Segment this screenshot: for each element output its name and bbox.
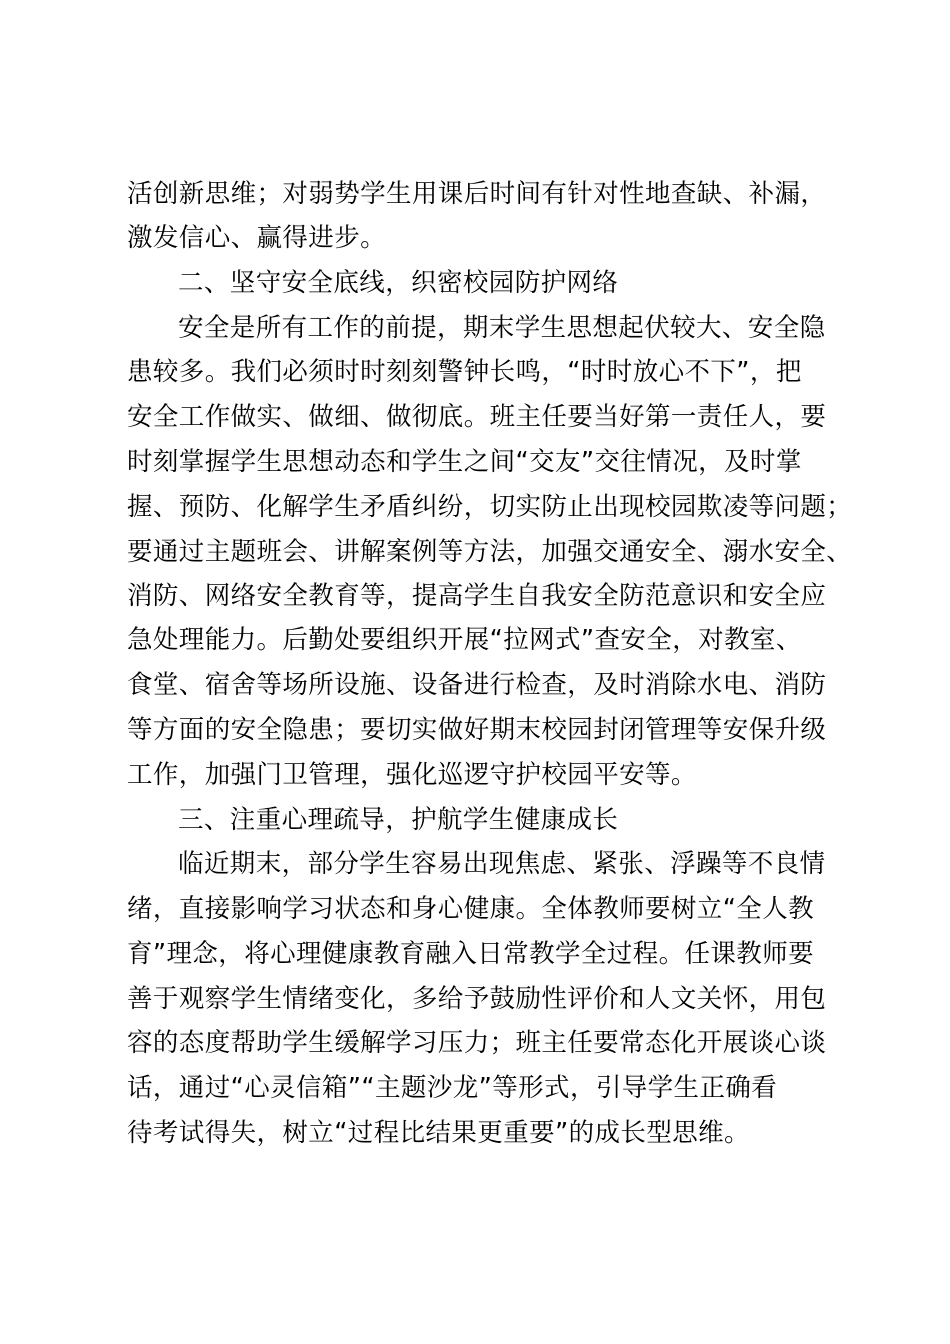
paragraph-line: 临近期末，部分学生容易出现焦虑、紧张、浮躁等不良情 — [178, 849, 826, 879]
paragraph-line: 安全是所有工作的前提，期末学生思想起伏较大、安全隐 — [178, 313, 826, 343]
paragraph-line: 善于观察学生情绪变化，多给予鼓励性评价和人文关怀，用包 — [127, 984, 827, 1014]
paragraph-line: 工作，加强门卫管理，强化巡逻守护校园平安等。 — [127, 760, 697, 790]
paragraph-line: 消防、网络安全教育等，提高学生自我安全防范意识和安全应 — [127, 581, 827, 611]
paragraph-line: 急处理能力。后勤处要组织开展“拉网式”查安全，对教室、 — [127, 625, 802, 655]
paragraph-line: 容的态度帮助学生缓解学习压力；班主任要常态化开展谈心谈 — [127, 1028, 827, 1058]
paragraph-line: 握、预防、化解学生矛盾纠纷，切实防止出现校园欺凌等问题； — [127, 492, 853, 522]
section-heading: 三、注重心理疏导，护航学生健康成长 — [178, 805, 619, 835]
paragraph-line: 话，通过“心灵信箱”“主题沙龙”等形式，引导学生正确看 — [127, 1073, 778, 1103]
paragraph-line: 患较多。我们必须时时刻刻警钟长鸣，“时时放心不下”，把 — [127, 357, 802, 387]
paragraph-line: 食堂、宿舍等场所设施、设备进行检查，及时消除水电、消防 — [127, 670, 827, 700]
paragraph-line: 待考试得失，树立“过程比结果更重要”的成长型思维。 — [127, 1118, 750, 1148]
paragraph-line: 安全工作做实、做细、做彻底。班主任要当好第一责任人，要 — [127, 402, 827, 432]
paragraph-line: 要通过主题班会、讲解案例等方法，加强交通安全、溺水安全、 — [127, 537, 853, 567]
paragraph-line: 激发信心、赢得进步。 — [127, 223, 387, 253]
paragraph-line: 时刻掌握学生思想动态和学生之间“交友”交往情况，及时掌 — [127, 447, 802, 477]
paragraph-line: 绪，直接影响学习状态和身心健康。全体教师要树立“全人教 — [127, 894, 815, 924]
paragraph-line: 育”理念，将心理健康教育融入日常教学全过程。任课教师要 — [127, 939, 815, 969]
section-heading: 二、坚守安全底线，织密校园防护网络 — [178, 268, 619, 298]
paragraph-line: 活创新思维；对弱势学生用课后时间有针对性地查缺、补漏， — [127, 179, 827, 209]
paragraph-line: 等方面的安全隐患；要切实做好期末校园封闭管理等安保升级 — [127, 715, 827, 745]
